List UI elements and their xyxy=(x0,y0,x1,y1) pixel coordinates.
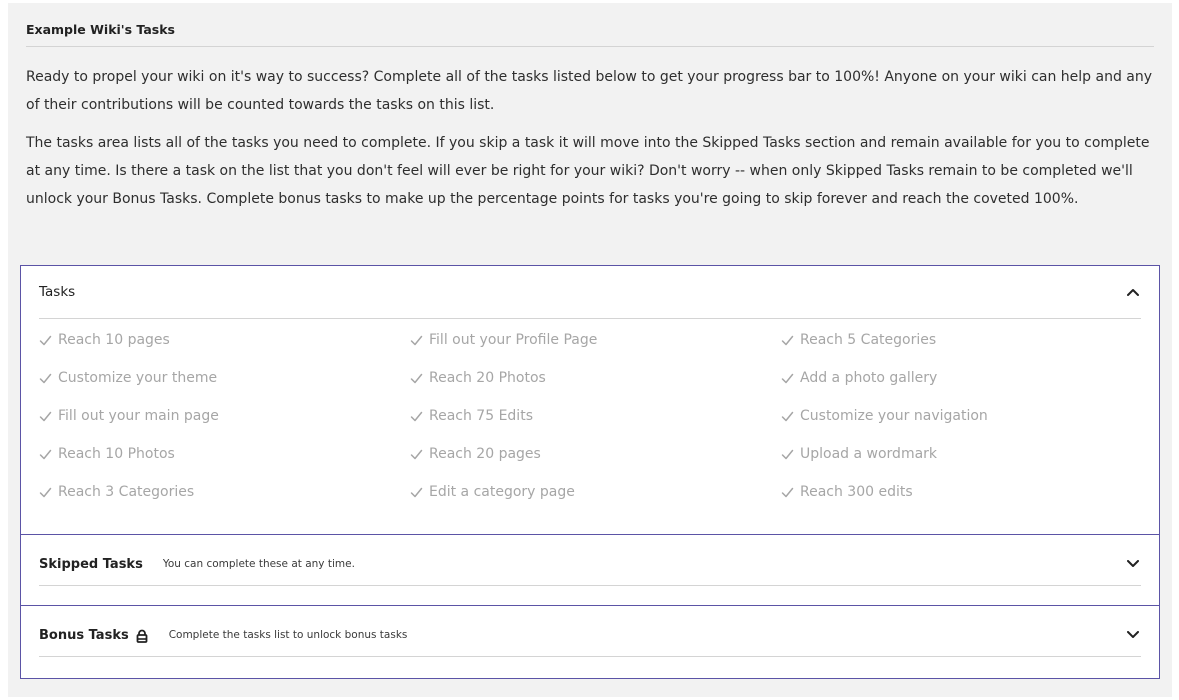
task-item[interactable] xyxy=(39,435,410,473)
task-label: Reach 20 pages xyxy=(429,446,541,462)
task-label: Reach 75 Edits xyxy=(429,408,533,424)
chevron-up-icon[interactable] xyxy=(1125,284,1141,300)
task-item[interactable] xyxy=(410,435,781,473)
task-label: Fill out your main page xyxy=(58,408,219,424)
tasks-section-header[interactable] xyxy=(39,266,1141,319)
task-label: Add a photo gallery xyxy=(800,370,938,386)
task-label: Reach 10 pages xyxy=(58,332,170,348)
check-icon xyxy=(781,448,794,461)
task-item[interactable] xyxy=(39,321,410,359)
chevron-down-icon[interactable] xyxy=(1125,556,1141,572)
task-item[interactable] xyxy=(410,321,781,359)
check-icon xyxy=(781,410,794,423)
task-item[interactable] xyxy=(410,359,781,397)
check-icon xyxy=(39,372,52,385)
tasks-section-title: Tasks xyxy=(39,284,76,300)
skipped-tasks-section xyxy=(20,534,1160,607)
skipped-tasks-header[interactable] xyxy=(39,543,1141,586)
task-item[interactable] xyxy=(410,473,781,511)
bonus-tasks-title: Bonus Tasks xyxy=(39,627,129,643)
task-label: Upload a wordmark xyxy=(800,446,938,462)
panel-title: Example Wiki's Tasks xyxy=(26,3,1154,47)
task-item[interactable] xyxy=(781,397,1141,435)
task-list xyxy=(39,319,1141,511)
task-item[interactable] xyxy=(781,435,1141,473)
skipped-tasks-subtitle: You can complete these at any time. xyxy=(162,558,355,570)
check-icon xyxy=(781,334,794,347)
lock-icon xyxy=(135,628,149,642)
check-icon xyxy=(39,448,52,461)
task-label: Reach 3 Categories xyxy=(58,484,195,500)
check-icon xyxy=(781,486,794,499)
task-item[interactable] xyxy=(781,359,1141,397)
wiki-tasks-panel xyxy=(8,3,1172,697)
bonus-tasks-subtitle: Complete the tasks list to unlock bonus tasks xyxy=(168,629,408,641)
skipped-tasks-title: Skipped Tasks xyxy=(39,556,143,572)
task-label: Edit a category page xyxy=(429,484,575,500)
tasks-section xyxy=(20,265,1160,536)
check-icon xyxy=(781,372,794,385)
check-icon xyxy=(410,410,423,423)
check-icon xyxy=(410,486,423,499)
bonus-tasks-header[interactable] xyxy=(39,614,1141,657)
chevron-down-icon[interactable] xyxy=(1125,627,1141,643)
task-label: Reach 5 Categories xyxy=(800,332,937,348)
task-item[interactable] xyxy=(781,473,1141,511)
task-label: Customize your theme xyxy=(58,370,218,386)
check-icon xyxy=(410,372,423,385)
task-item[interactable] xyxy=(781,321,1141,359)
task-item[interactable] xyxy=(39,473,410,511)
task-label: Reach 10 Photos xyxy=(58,446,175,462)
check-icon xyxy=(39,486,52,499)
task-item[interactable] xyxy=(410,397,781,435)
intro-paragraph: Ready to propel your wiki on it's way to success? Complete all of the tasks listed below to get your progress bar to 100%! Anyone on your wiki can help and any of their contributions will be counted towards the tasks on this list. xyxy=(26,69,1153,113)
check-icon xyxy=(410,448,423,461)
task-item[interactable] xyxy=(39,359,410,397)
task-label: Reach 300 edits xyxy=(800,484,913,500)
bonus-tasks-section xyxy=(20,605,1160,679)
task-label: Customize your navigation xyxy=(800,408,988,424)
task-label: Fill out your Profile Page xyxy=(429,332,598,348)
task-label: Reach 20 Photos xyxy=(429,370,546,386)
intro-paragraph: The tasks area lists all of the tasks you need to complete. If you skip a task it will move into the Skipped Tasks section and remain available for you to complete at any time. Is there a task on the list that you don't feel will ever be right for your wiki? Don't worry -- when only Skipped Tasks remain to be completed we'll unlock your Bonus Tasks. Complete bonus tasks to make up the percentage points for tasks you're going to skip forever and reach the coveted 100%. xyxy=(26,135,1150,207)
check-icon xyxy=(39,334,52,347)
task-item[interactable] xyxy=(39,397,410,435)
check-icon xyxy=(410,334,423,347)
check-icon xyxy=(39,410,52,423)
